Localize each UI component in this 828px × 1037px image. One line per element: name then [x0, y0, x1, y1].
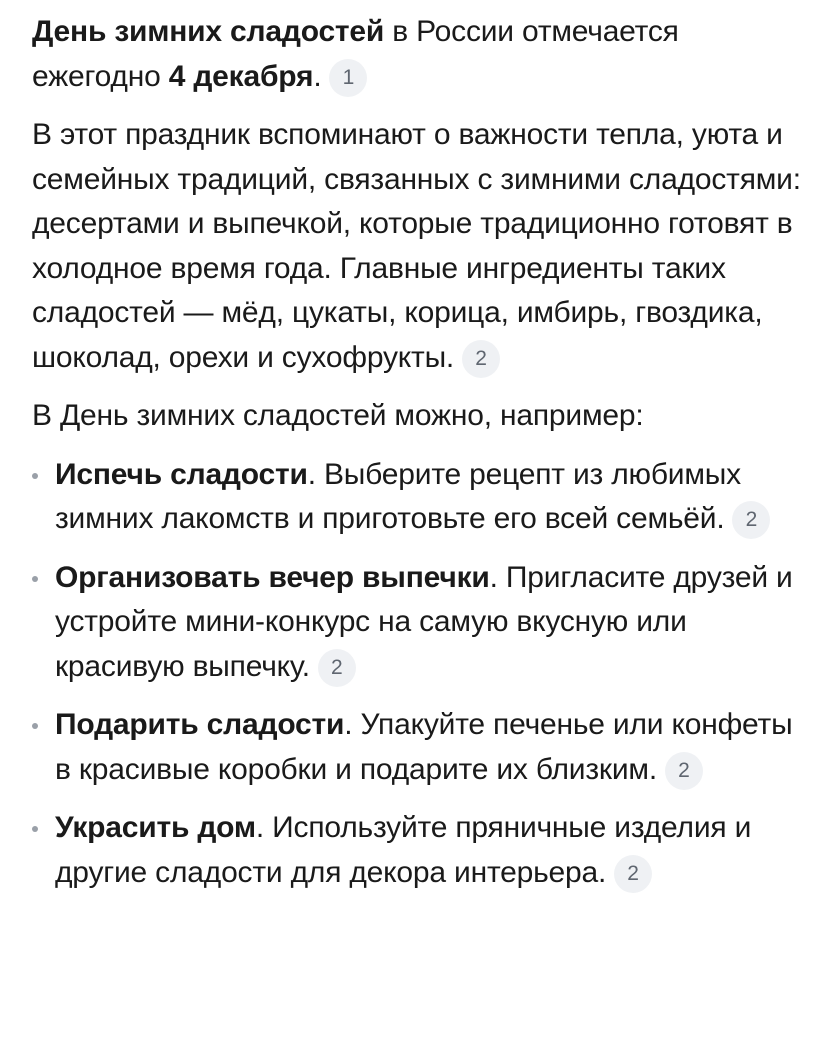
list-item-text: . Выберите рецепт из любимых зимних лакомств и приготовьте его всей семьёй. [55, 457, 741, 535]
bullet-icon [32, 826, 38, 832]
bullet-icon [32, 473, 38, 479]
source-ref-badge[interactable]: 2 [732, 501, 770, 539]
list-item [32, 703, 808, 792]
intro-paragraph [32, 10, 808, 99]
source-ref-badge[interactable]: 2 [665, 752, 703, 790]
description-paragraph [32, 113, 808, 380]
list-item-title: Организовать вечер выпечки [55, 560, 490, 594]
intro-text-end: . [313, 59, 322, 93]
source-ref-badge[interactable]: 2 [614, 855, 652, 893]
list-item-title: Испечь сладости [55, 457, 308, 491]
description-text: В этот праздник вспоминают о важности тепла, уюта и семейных традиций, связанных с зимними сладостями: десертами и выпечкой, которые традиционно готовят в холодное время года. Главные ингредиенты таких сладостей — мёд, цукаты, корица, имбирь, гвоздика, шоколад, орехи и сухофрукты. [32, 118, 801, 374]
list-intro: В День зимних сладостей можно, например: [32, 399, 644, 432]
bullet-icon [32, 576, 38, 582]
ideas-list [32, 453, 808, 896]
source-ref-badge[interactable]: 1 [329, 59, 367, 97]
list-item-text: . Используйте пряничные изделия и другие сладости для декора интерьера. [55, 811, 752, 889]
list-item [32, 806, 808, 895]
intro-bold-holiday: День зимних сладостей [32, 15, 385, 48]
source-ref-badge[interactable]: 2 [462, 340, 500, 378]
source-ref-badge[interactable]: 2 [318, 649, 356, 687]
intro-bold-date: 4 декабря [168, 59, 314, 93]
intro-text: в России отмечается ежегодно [32, 15, 679, 93]
list-item [32, 556, 808, 690]
list-item-text: . Упакуйте печенье или конфеты в красивые коробки и подарите их близким. [55, 708, 793, 786]
list-item [32, 453, 808, 542]
bullet-icon [32, 723, 38, 729]
list-item-title: Подарить сладости [55, 708, 345, 741]
list-item-text: . Пригласите друзей и устройте мини-конкурс на самую вкусную или красивую выпечку. [55, 560, 793, 683]
list-item-title: Украсить дом [55, 811, 256, 844]
